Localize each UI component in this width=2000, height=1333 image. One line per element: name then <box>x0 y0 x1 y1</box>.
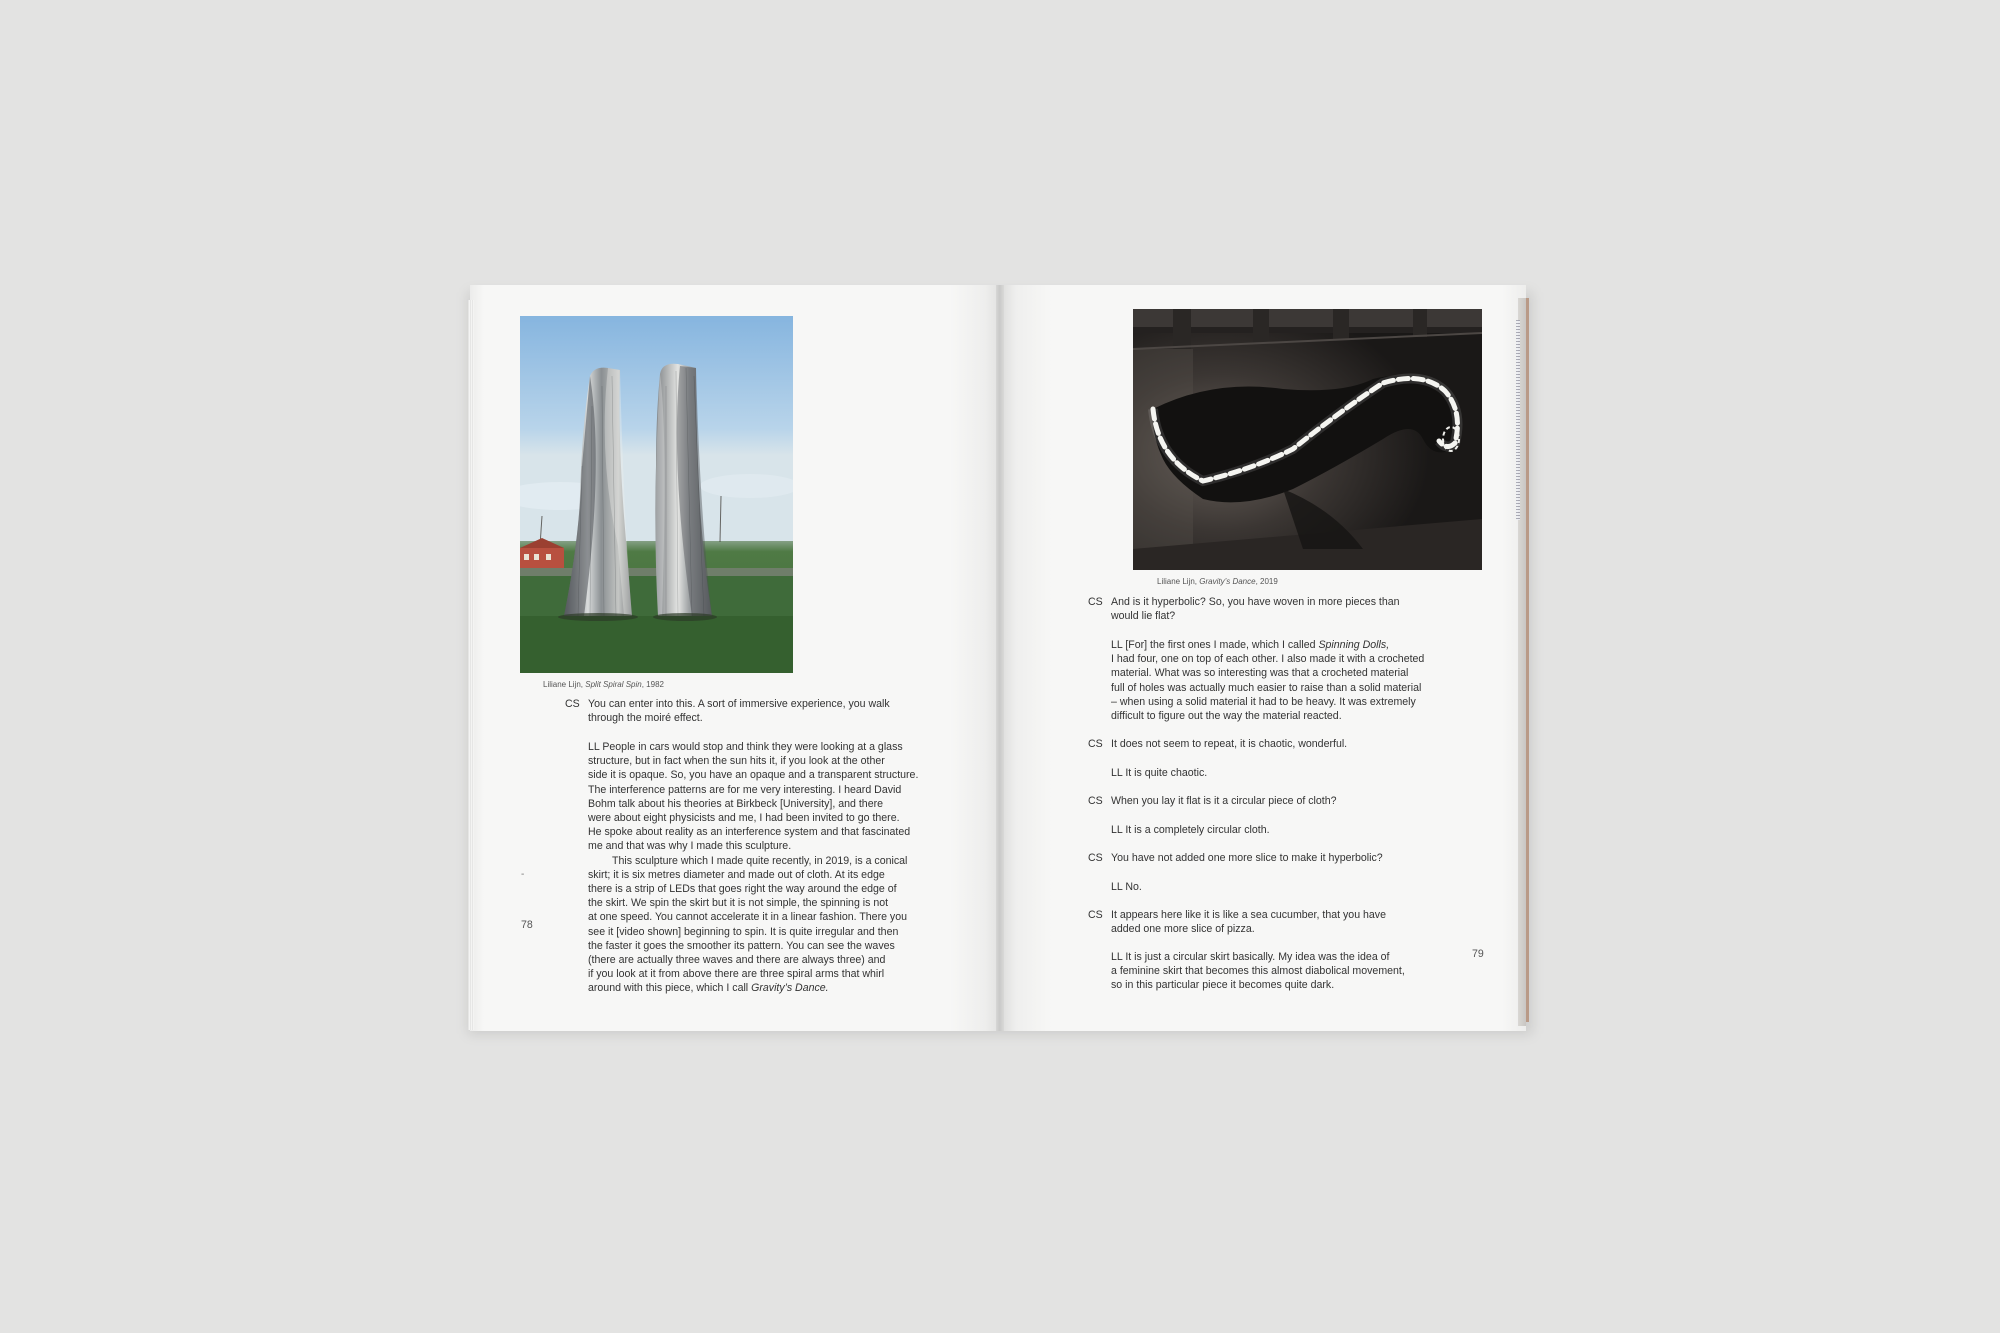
text-line: When you lay it flat is it a circular piece of cloth? <box>1111 795 1337 807</box>
right-caption-title: Gravity’s Dance <box>1199 577 1256 586</box>
page-number-left: 78 <box>521 919 533 931</box>
work-title: Spinning Dolls, <box>1318 639 1390 651</box>
ll-paragraph <box>1111 823 1270 837</box>
text-line: there is a strip of LEDs that goes right the way around the edge of <box>588 883 897 896</box>
text-line: would lie flat? <box>1111 610 1176 623</box>
cs-paragraph <box>1111 595 1400 623</box>
text-line-content: LL [For] the first ones I made, which I called <box>1111 639 1319 651</box>
text-line <box>588 981 918 995</box>
cs-paragraph <box>1111 851 1383 865</box>
text-line: difficult to figure out the way the material reacted. <box>1111 710 1342 723</box>
speaker-cs: CS <box>1088 596 1103 608</box>
right-caption-year: , 2019 <box>1255 577 1278 586</box>
text-line: You can enter into this. A sort of immersive experience, you walk <box>588 698 890 710</box>
left-caption-year: , 1982 <box>641 680 664 689</box>
text-line: a feminine skirt that becomes this almost diabolical movement, <box>1111 965 1405 978</box>
text-line: The interference patterns are for me very interesting. I heard David <box>588 783 902 796</box>
cs-paragraph <box>588 697 890 725</box>
ll-paragraph <box>1111 638 1424 723</box>
text-line: LL It is quite chaotic. <box>1111 767 1208 779</box>
text-line: the skirt. We spin the skirt but it is not simple, the spinning is not <box>588 897 889 910</box>
text-line <box>1111 638 1424 652</box>
text-line: Bohm talk about his theories at Birkbeck [University], and there <box>588 797 884 810</box>
text-line: at one speed. You cannot accelerate it in a linear fashion. There you <box>588 911 908 924</box>
text-line-content: This sculpture which I made quite recently, in 2019, is a conical <box>612 854 908 867</box>
page-number-right: 79 <box>1472 948 1484 960</box>
cs-paragraph <box>1111 737 1347 751</box>
text-line: see it [video shown] beginning to spin. It is quite irregular and then <box>588 925 899 938</box>
margin-mark: - <box>521 869 525 880</box>
text-line: LL People in cars would stop and think they were looking at a glass <box>588 741 903 753</box>
cs-paragraph <box>1111 794 1337 808</box>
text-line <box>588 854 918 868</box>
text-line: material. What was so interesting was that a crocheted material <box>1111 667 1409 680</box>
text-line: skirt; it is six metres diameter and made out of cloth. At its edge <box>588 868 885 881</box>
text-line: me and that was why I made this sculpture. <box>588 840 792 853</box>
split-spiral-spin-photo <box>520 316 793 673</box>
text-line: It appears here like it is like a sea cucumber, that you have <box>1111 909 1386 921</box>
right-photo-caption <box>1157 577 1278 586</box>
cs-paragraph <box>1111 908 1386 936</box>
speaker-cs: CS <box>1088 738 1103 750</box>
text-line: LL It is just a circular skirt basically. My idea was the idea of <box>1111 951 1390 963</box>
ll-paragraph <box>1111 766 1207 780</box>
speaker-cs: CS <box>565 698 580 710</box>
ll-paragraph <box>1111 950 1405 993</box>
text-line: And is it hyperbolic? So, you have woven in more pieces than <box>1111 596 1400 608</box>
edge-tab-marks <box>1516 320 1520 520</box>
text-line: You have not added one more slice to make it hyperbolic? <box>1111 852 1383 864</box>
text-line: LL No. <box>1111 881 1142 893</box>
text-line: the faster it goes the smoother its pattern. You can see the waves <box>588 939 895 952</box>
speaker-cs: CS <box>1088 795 1103 807</box>
text-line: I had four, one on top of each other. I also made it with a crocheted <box>1111 653 1425 666</box>
text-line: if you look at it from above there are three spiral arms that whirl <box>588 968 885 981</box>
right-caption-artist: Liliane Lijn, <box>1157 577 1200 586</box>
text-line: structure, but in fact when the sun hits it, if you look at the other <box>588 755 885 768</box>
left-caption-title: Split Spiral Spin <box>585 680 642 689</box>
text-line: It does not seem to repeat, it is chaotic, wonderful. <box>1111 738 1348 750</box>
speaker-cs: CS <box>1088 909 1103 921</box>
text-line: (there are actually three waves and there are always three) and <box>588 954 886 967</box>
text-line: full of holes was actually much easier to raise than a solid material <box>1111 681 1422 694</box>
fore-edge-ribbon <box>1526 298 1529 1022</box>
left-page-edges <box>468 300 474 1030</box>
ll-paragraph <box>588 740 918 996</box>
left-caption-artist: Liliane Lijn, <box>543 680 586 689</box>
text-line: LL It is a completely circular cloth. <box>1111 824 1270 836</box>
text-line: were about eight physicists and me, I had been invited to go there. <box>588 812 900 825</box>
text-line: so in this particular piece it becomes quite dark. <box>1111 979 1335 992</box>
left-photo-caption <box>543 680 664 689</box>
text-line: – when using a solid material it had to be heavy. It was extremely <box>1111 695 1416 708</box>
gravitys-dance-illustration <box>1133 309 1482 570</box>
book-gutter <box>996 285 1004 1031</box>
work-title: Gravity’s Dance. <box>751 982 829 995</box>
text-line: side it is opaque. So, you have an opaque and a transparent structure. <box>588 769 919 782</box>
split-spiral-spin-illustration <box>520 316 793 673</box>
text-line-content: around with this piece, which I call <box>588 982 752 995</box>
text-line: added one more slice of pizza. <box>1111 923 1255 936</box>
gravitys-dance-photo <box>1133 309 1482 570</box>
text-line: He spoke about reality as an interference system and that fascinated <box>588 826 911 839</box>
speaker-cs: CS <box>1088 852 1103 864</box>
text-line: through the moiré effect. <box>588 712 703 725</box>
ll-paragraph <box>1111 880 1142 894</box>
